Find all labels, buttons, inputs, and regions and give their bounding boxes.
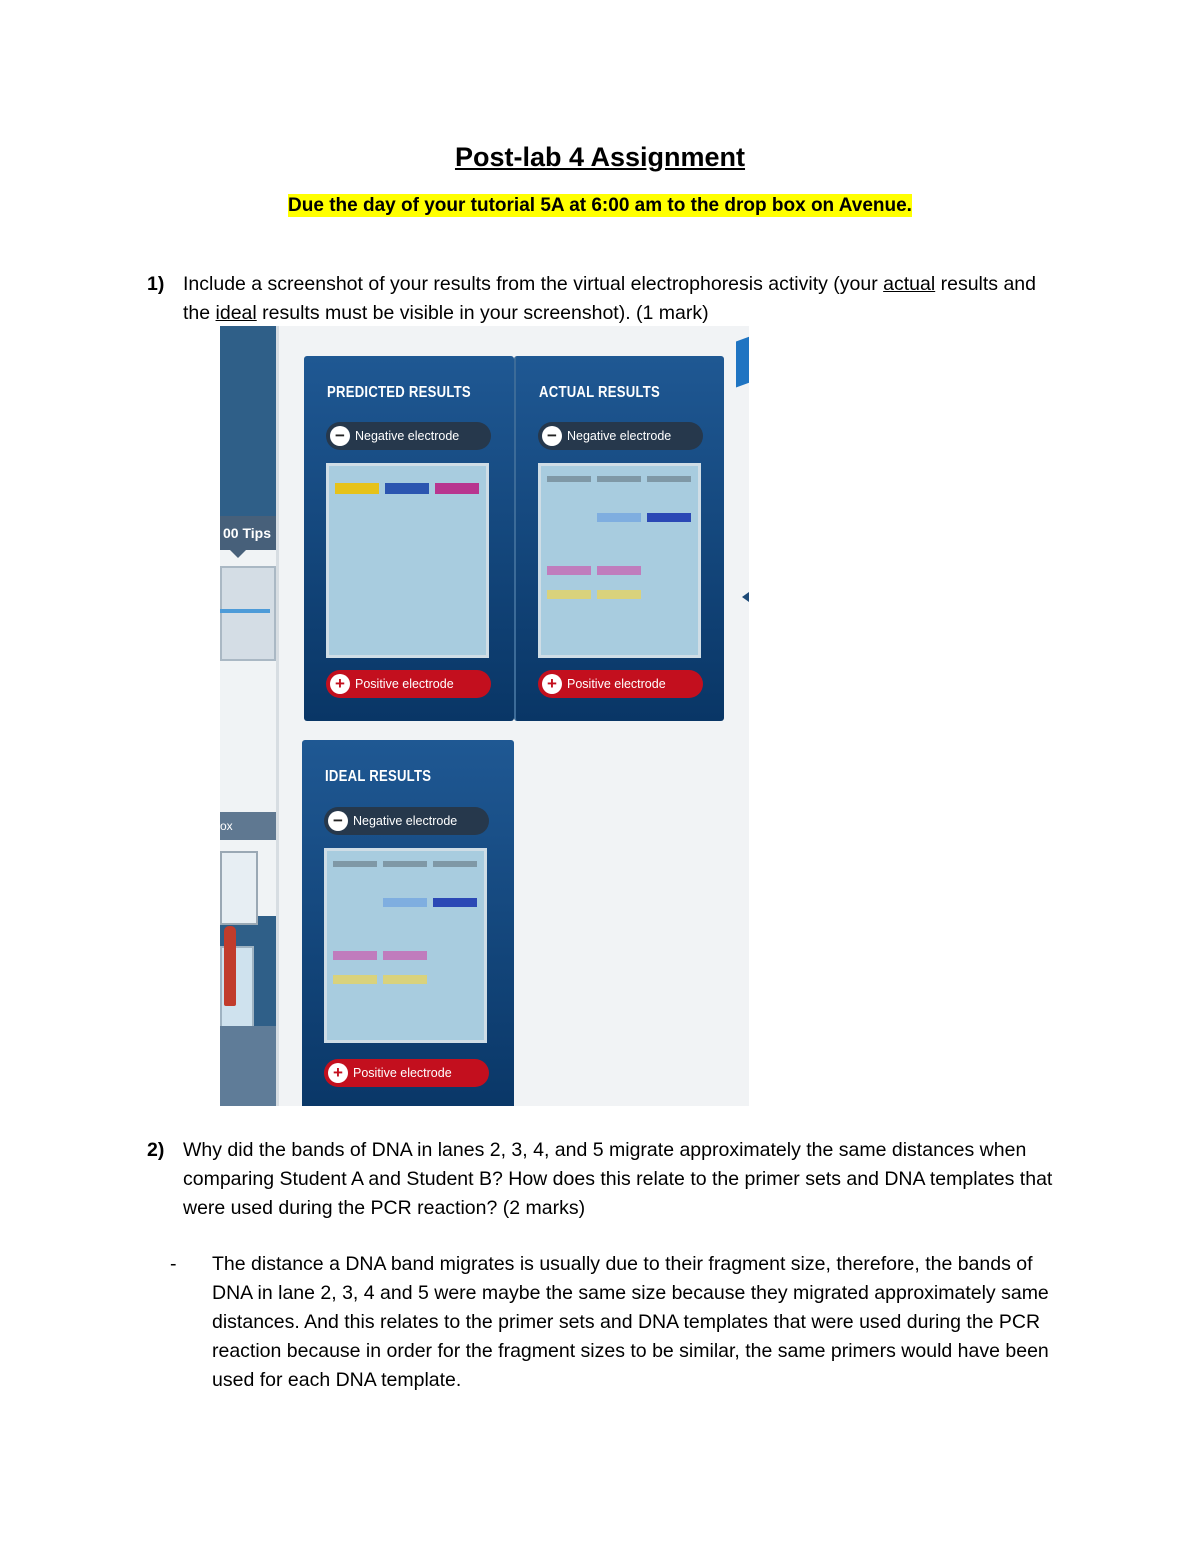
gel-band <box>333 951 377 960</box>
positive-electrode-label <box>538 670 703 698</box>
negative-electrode-label <box>324 807 489 835</box>
actual-results-panel <box>514 356 724 721</box>
question-1-text <box>183 270 1057 328</box>
negative-electrode-text: Negative electrode <box>353 814 458 828</box>
gel-band <box>383 898 427 907</box>
actual-gel <box>538 463 701 658</box>
divider <box>276 326 279 1106</box>
question-1-number: 1) <box>147 273 165 295</box>
underline-ideal: ideal <box>215 302 257 324</box>
gel-band <box>547 590 591 599</box>
gel-band <box>597 566 641 575</box>
tips-arrow-icon <box>230 550 246 558</box>
question-2-text: Why did the bands of DNA in lanes 2, 3, 4, and 5 migrate approximately the same distances when comparing Student A and Student B? How does this relate to the primer sets and DNA templates that were used during the PCR reaction? (2 marks) <box>183 1139 1053 1219</box>
positive-electrode-text: Positive electrode <box>567 677 666 691</box>
positive-electrode-label <box>326 670 491 698</box>
collapse-arrow-icon <box>742 592 749 602</box>
question-1-text-b: results and the <box>183 273 1036 324</box>
gel-band <box>647 513 691 522</box>
question-2-number: 2) <box>147 1139 165 1161</box>
positive-electrode-text: Positive electrode <box>353 1066 452 1080</box>
negative-electrode-label <box>538 422 703 450</box>
minus-icon: − <box>542 426 562 446</box>
cup-image <box>220 851 258 925</box>
corner-badge-icon <box>736 331 749 388</box>
question-1-text-c: results must be visible in your screenshot). (1 mark) <box>256 302 709 324</box>
negative-electrode-text: Negative electrode <box>355 429 460 443</box>
positive-electrode-text: Positive electrode <box>355 677 454 691</box>
page-title: Post-lab 4 Assignment <box>454 142 746 172</box>
underline-actual: actual <box>883 273 936 295</box>
tips-label: 00 Tips <box>220 516 276 550</box>
question-1-text-a: Include a screenshot of your results from the virtual electrophoresis activity (your <box>183 273 884 295</box>
gel-band <box>383 861 427 867</box>
electrophoresis-screenshot <box>220 326 749 1106</box>
question-1 <box>147 270 1057 330</box>
ideal-results-title: IDEAL RESULTS <box>325 768 432 785</box>
gel-band <box>335 483 379 494</box>
gel-band <box>647 476 691 482</box>
gel-band <box>597 476 641 482</box>
gel-band <box>597 513 641 522</box>
answer-text: The distance a DNA band migrates is usually due to their fragment size, therefore, the bands of DNA in lane 2, 3, 4 and 5 were maybe the same size because they migrated approximately same distances. And this relates to the primer sets and DNA templates that were used during the PCR reaction because in order for the fragment sizes to be similar, the same primers would have been used for each DNA template. <box>212 1253 1049 1391</box>
gel-band <box>383 951 427 960</box>
due-notice <box>0 195 1200 217</box>
ideal-gel <box>324 848 487 1043</box>
actual-results-title: ACTUAL RESULTS <box>539 384 661 401</box>
tip-rack-stripe <box>220 609 270 613</box>
plus-icon: + <box>330 674 350 694</box>
tip-rack-image <box>220 566 276 661</box>
question-2 <box>147 1136 1057 1226</box>
gel-band <box>547 476 591 482</box>
box-label: ox <box>220 812 276 840</box>
gel-band <box>333 975 377 984</box>
red-tube-image <box>224 926 236 1006</box>
negative-electrode-text: Negative electrode <box>567 429 672 443</box>
answer-bullet: - <box>170 1253 177 1275</box>
predicted-results-panel <box>304 356 514 721</box>
due-highlight: Due the day of your tutorial 5A at 6:00 am to the drop box on Avenue. <box>288 195 912 216</box>
gel-band <box>547 566 591 575</box>
positive-electrode-label <box>324 1059 489 1087</box>
gel-band <box>383 975 427 984</box>
gel-band <box>433 861 477 867</box>
plus-icon: + <box>328 1063 348 1083</box>
gel-band <box>597 590 641 599</box>
gel-band <box>385 483 429 494</box>
minus-icon: − <box>328 811 348 831</box>
predicted-gel <box>326 463 489 658</box>
bench-image <box>220 1026 276 1106</box>
gel-band <box>433 898 477 907</box>
predicted-results-title: PREDICTED RESULTS <box>327 384 471 401</box>
negative-electrode-label <box>326 422 491 450</box>
plus-icon: + <box>542 674 562 694</box>
minus-icon: − <box>330 426 350 446</box>
gel-band <box>333 861 377 867</box>
gel-band <box>435 483 479 494</box>
ideal-results-panel <box>302 740 514 1106</box>
